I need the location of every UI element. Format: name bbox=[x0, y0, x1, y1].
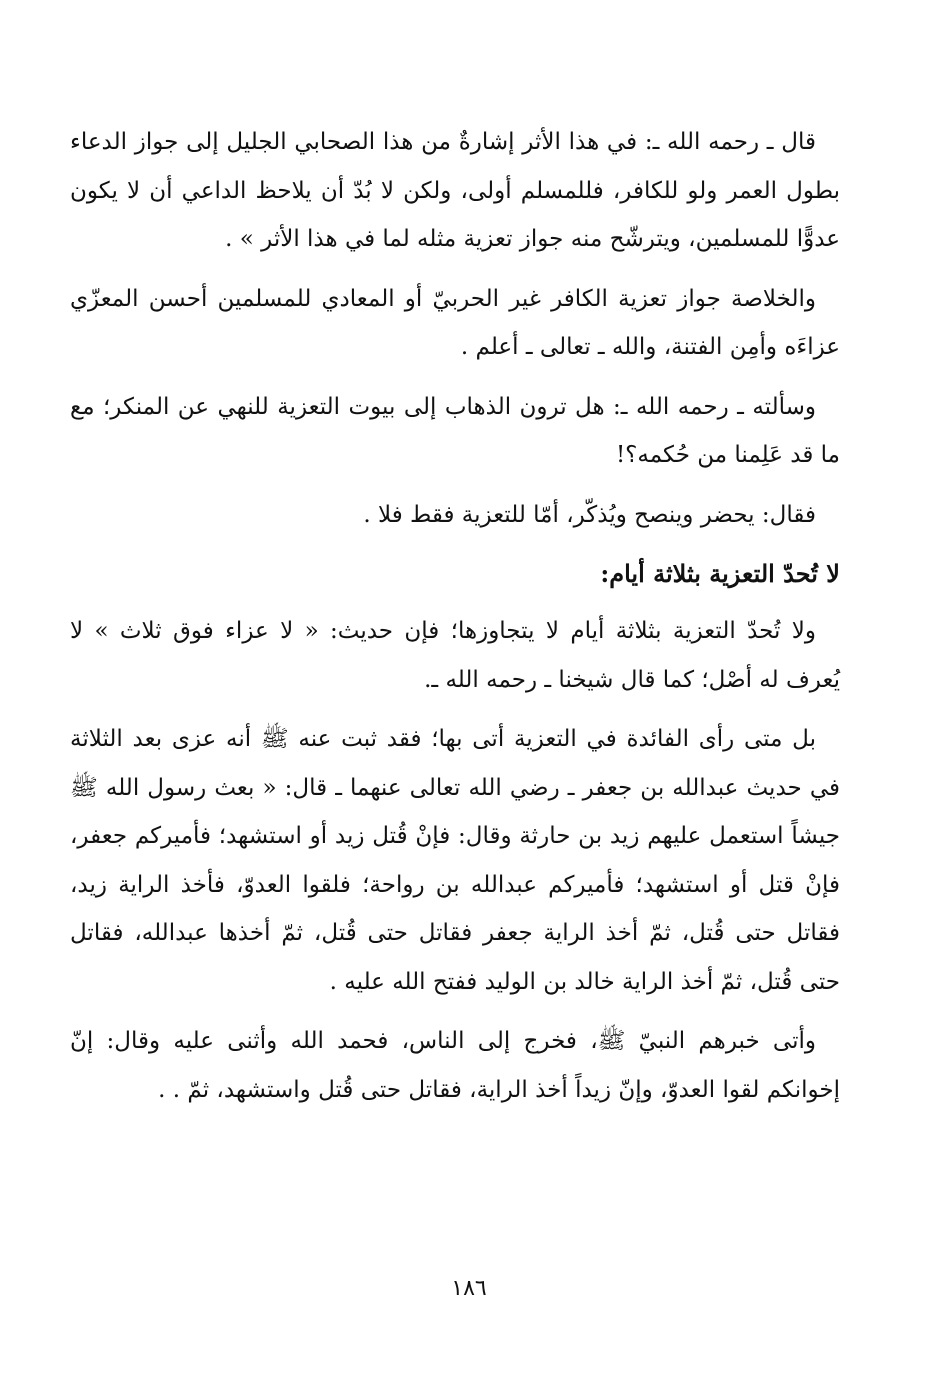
paragraph-1: قال ـ رحمه الله ـ: في هذا الأثر إشارةٌ من هذا الصحابي الجليل إلى جواز الدعاء بطول العمر ولو للكافر، فللمسلم أولى، ولكن لا بُدّ أن يلاحظ الداعي أن لا يكون عدوًّا للمسلمين، ويترشّح منه جواز تعزية مثله لما في هذا الأثر » . bbox=[70, 129, 840, 252]
paragraph-2: والخلاصة جواز تعزية الكافر غير الحربيّ أو المعادي للمسلمين أحسن المعزّي عزاءَه وأمِن الفتنة، والله ـ تعالى ـ أعلم . bbox=[70, 285, 840, 360]
paragraph-4: فقال: يحضر وينصح ويُذكّر، أمّا للتعزية فقط فلا . bbox=[363, 501, 816, 528]
section-heading: لا تُحدّ التعزية بثلاثة أيام: bbox=[600, 559, 840, 588]
paragraph-5: ولا تُحدّ التعزية بثلاثة أيام لا يتجاوزها؛ فإن حديث: « لا عزاء فوق ثلاث » لا يُعرف له أصْل؛ كما قال شيخنا ـ رحمه الله ـ. bbox=[70, 618, 840, 693]
paragraph-7: وأتى خبرهم النبيّ ﷺ، فخرج إلى الناس، فحمد الله وأثنى عليه وقال: إنّ إخوانكم لقوا العدوّ، وإنّ زيداً أخذ الراية، فقاتل حتى قُتل واستشهد، ثمّ . . bbox=[70, 1028, 840, 1103]
paragraph-3: وسألته ـ رحمه الله ـ: هل ترون الذهاب إلى بيوت التعزية للنهي عن المنكر؛ مع ما قد عَلِمنا من حُكمه؟! bbox=[70, 393, 840, 468]
document-body bbox=[70, 118, 840, 1125]
page-number: ١٨٦ bbox=[451, 1276, 487, 1301]
paragraph-6: بل متى رأى الفائدة في التعزية أتى بها؛ فقد ثبت عنه ﷺ أنه عزى بعد الثلاثة في حديث عبدالله بن جعفر ـ رضي الله تعالى عنهما ـ قال: « بعث رسول الله ﷺ جيشاً استعمل عليهم زيد بن حارثة وقال: فإنْ قُتل زيد أو استشهد؛ فأميركم جعفر، فإنْ قتل أو استشهد؛ فأميركم عبدالله بن رواحة؛ فلقوا العدوّ، فأخذ الراية زيد، فقاتل حتى قُتل، ثمّ أخذ الراية جعفر فقاتل حتى قُتل، ثمّ أخذها عبدالله، فقاتل حتى قُتل، ثمّ أخذ الراية خالد بن الوليد ففتح الله عليه . bbox=[70, 726, 840, 995]
